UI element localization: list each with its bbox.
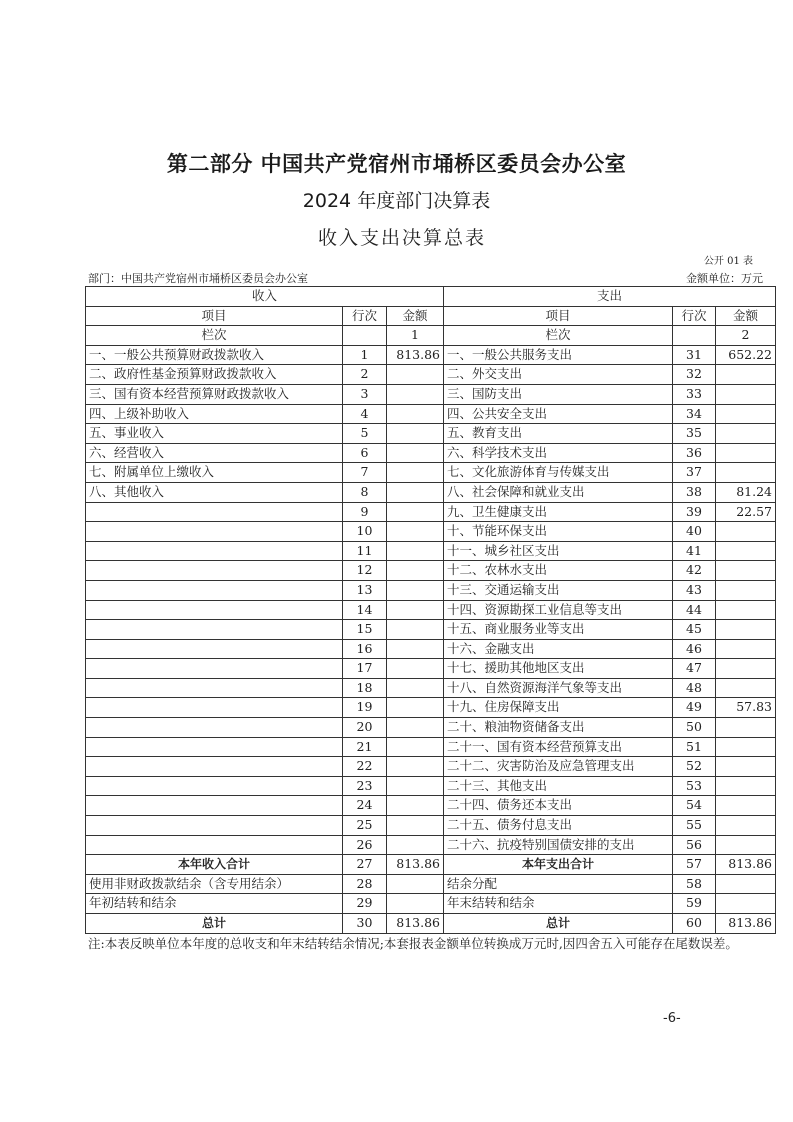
expenditure-amount [716,443,776,463]
table-row [86,561,776,581]
expenditure-row-no: 55 [673,816,716,836]
income-row-no: 23 [343,776,387,796]
table-row [86,698,776,718]
expenditure-row-no: 52 [673,757,716,777]
income-item [86,561,343,581]
expenditure-row-no: 59 [673,894,716,914]
income-row-no: 19 [343,698,387,718]
income-row-no: 29 [343,894,387,914]
income-item [86,718,343,738]
income-amount [387,894,444,914]
expenditure-amount [716,522,776,542]
income-item: 使用非财政拨款结余（含专用结余） [86,874,343,894]
table-row [86,639,776,659]
expenditure-row-no: 41 [673,541,716,561]
expenditure-row-no: 53 [673,776,716,796]
expenditure-amount [716,737,776,757]
expenditure-row-no: 44 [673,600,716,620]
expenditure-item: 五、教育支出 [444,424,673,444]
expenditure-amount [716,874,776,894]
expenditure-row-no: 35 [673,424,716,444]
income-row-no: 15 [343,620,387,640]
expenditure-row-no: 48 [673,678,716,698]
department-label: 部门：中国共产党宿州市埇桥区委员会办公室 [88,272,308,285]
table-row [86,894,776,914]
expenditure-amount [716,718,776,738]
income-item [86,678,343,698]
expenditure-amount [716,796,776,816]
expenditure-amount [716,639,776,659]
expenditure-item: 二十二、灾害防治及应急管理支出 [444,757,673,777]
document-title: 第二部分 中国共产党宿州市埇桥区委员会办公室 [166,152,627,176]
expenditure-amount [716,424,776,444]
expenditure-amount: 22.57 [716,502,776,522]
table-note: 注:本表反映单位本年度的总收支和年末结转结余情况;本套报表金额单位转换成万元时,因四舍五入可能存在尾数误差。 [88,936,738,951]
table-row [86,678,776,698]
income-item [86,502,343,522]
table-row [86,345,776,365]
table-row [86,502,776,522]
income-row-no: 11 [343,541,387,561]
table-row [86,874,776,894]
income-amount [387,443,444,463]
section-header-row [86,287,776,307]
income-row-no: 28 [343,874,387,894]
income-amount [387,541,444,561]
income-item [86,659,343,679]
income-row-no: 24 [343,796,387,816]
income-row-no: 17 [343,659,387,679]
expenditure-row-no: 51 [673,737,716,757]
income-row-no: 6 [343,443,387,463]
income-amount [387,874,444,894]
expenditure-row-no: 46 [673,639,716,659]
table-row [86,580,776,600]
expenditure-row-no: 39 [673,502,716,522]
expenditure-item: 二十三、其他支出 [444,776,673,796]
expenditure-item: 九、卫生健康支出 [444,502,673,522]
expenditure-item: 十三、交通运输支出 [444,580,673,600]
expenditure-row-no: 36 [673,443,716,463]
expenditure-amount [716,463,776,483]
expenditure-item: 结余分配 [444,874,673,894]
expenditure-row-no: 50 [673,718,716,738]
form-number: 公开 01 表 [703,256,753,267]
income-item: 四、上级补助收入 [86,404,343,424]
column-header-row [86,306,776,326]
table-row [86,816,776,836]
income-item: 年初结转和结余 [86,894,343,914]
income-row-no: 10 [343,522,387,542]
table-row [86,620,776,640]
empty-cell [673,326,716,346]
expenditure-amount: 813.86 [716,855,776,875]
income-amount [387,776,444,796]
income-row-no: 5 [343,424,387,444]
income-row-no: 9 [343,502,387,522]
expenditure-item: 二十、粮油物资储备支出 [444,718,673,738]
expenditure-amount [716,620,776,640]
expenditure-amount [716,561,776,581]
table-row [86,796,776,816]
income-row-no: 27 [343,855,387,875]
expenditure-row-no: 34 [673,404,716,424]
table-row [86,384,776,404]
income-amount [387,580,444,600]
expenditure-item: 七、文化旅游体育与传媒支出 [444,463,673,483]
income-column-number: 1 [387,326,444,346]
table-row [86,365,776,385]
income-amount: 813.86 [387,345,444,365]
expenditure-item: 十八、自然资源海洋气象等支出 [444,678,673,698]
total-row [86,914,776,934]
expenditure-item: 十四、资源勘探工业信息等支出 [444,600,673,620]
income-amount: 813.86 [387,855,444,875]
expenditure-amount [716,757,776,777]
expenditure-row-no-header: 行次 [673,306,716,326]
expenditure-amount-header: 金额 [716,306,776,326]
expenditure-row-no: 57 [673,855,716,875]
income-item: 总计 [86,914,343,934]
expenditure-amount [716,384,776,404]
table-row [86,659,776,679]
income-row-no: 4 [343,404,387,424]
expenditure-item: 十五、商业服务业等支出 [444,620,673,640]
expenditure-amount [716,835,776,855]
income-item [86,796,343,816]
table-row [86,482,776,502]
income-row-no: 2 [343,365,387,385]
expenditure-amount [716,894,776,914]
income-amount [387,463,444,483]
income-item [86,522,343,542]
expenditure-amount [716,365,776,385]
column-number-row [86,326,776,346]
expenditure-row-no: 54 [673,796,716,816]
subtotal-row [86,855,776,875]
income-row-no: 20 [343,718,387,738]
expenditure-amount [716,404,776,424]
expenditure-item: 二、外交支出 [444,365,673,385]
income-amount-header: 金额 [387,306,444,326]
expenditure-row-no: 60 [673,914,716,934]
expenditure-amount: 57.83 [716,698,776,718]
table-row [86,776,776,796]
expenditure-row-no: 43 [673,580,716,600]
income-item [86,757,343,777]
expenditure-item: 二十五、债务付息支出 [444,816,673,836]
expenditure-item: 一、一般公共服务支出 [444,345,673,365]
income-row-no: 18 [343,678,387,698]
income-row-no: 1 [343,345,387,365]
expenditure-item: 四、公共安全支出 [444,404,673,424]
income-row-no: 8 [343,482,387,502]
income-item: 本年收入合计 [86,855,343,875]
expenditure-row-no: 56 [673,835,716,855]
expenditure-item: 十九、住房保障支出 [444,698,673,718]
income-item: 一、一般公共预算财政拨款收入 [86,345,343,365]
expenditure-row-no: 38 [673,482,716,502]
income-item [86,580,343,600]
expenditure-item: 十、节能环保支出 [444,522,673,542]
income-item [86,776,343,796]
expenditure-amount [716,776,776,796]
income-row-no: 16 [343,639,387,659]
income-item: 八、其他收入 [86,482,343,502]
expenditure-item: 十一、城乡社区支出 [444,541,673,561]
expenditure-item: 三、国防支出 [444,384,673,404]
table-row [86,424,776,444]
expenditure-row-no: 31 [673,345,716,365]
table-row [86,757,776,777]
income-row-no: 14 [343,600,387,620]
expenditure-amount [716,678,776,698]
table-row [86,443,776,463]
expenditure-amount: 813.86 [716,914,776,934]
table-row [86,463,776,483]
table-row [86,600,776,620]
income-item [86,639,343,659]
expenditure-amount [716,659,776,679]
expenditure-item: 年末结转和结余 [444,894,673,914]
empty-cell [343,326,387,346]
income-amount [387,659,444,679]
table-title: 收入支出决算总表 [317,227,486,249]
income-row-no: 25 [343,816,387,836]
expenditure-item: 总计 [444,914,673,934]
expenditure-row-no: 32 [673,365,716,385]
income-amount [387,757,444,777]
income-amount [387,404,444,424]
income-row-no: 22 [343,757,387,777]
income-amount [387,678,444,698]
income-row-no: 30 [343,914,387,934]
expenditure-amount [716,600,776,620]
expenditure-item: 六、科学技术支出 [444,443,673,463]
expenditure-amount [716,816,776,836]
expenditure-item: 二十四、债务还本支出 [444,796,673,816]
expenditure-item: 十六、金融支出 [444,639,673,659]
expenditure-row-no: 45 [673,620,716,640]
expenditure-item: 八、社会保障和就业支出 [444,482,673,502]
expenditure-row-no: 47 [673,659,716,679]
income-amount [387,816,444,836]
expenditure-row-no: 58 [673,874,716,894]
expenditure-row-no: 33 [673,384,716,404]
income-row-no: 26 [343,835,387,855]
income-item: 六、经营收入 [86,443,343,463]
income-item [86,737,343,757]
table-row [86,404,776,424]
expenditure-item: 二十一、国有资本经营预算支出 [444,737,673,757]
income-amount [387,639,444,659]
income-amount [387,835,444,855]
income-item [86,541,343,561]
income-item [86,816,343,836]
income-row-no: 21 [343,737,387,757]
income-item [86,620,343,640]
income-item: 五、事业收入 [86,424,343,444]
expenditure-item: 二十六、抗疫特别国债安排的支出 [444,835,673,855]
expenditure-header: 支出 [444,287,776,307]
table-row [86,541,776,561]
income-amount [387,561,444,581]
table-row [86,835,776,855]
expenditure-row-no: 42 [673,561,716,581]
income-amount [387,365,444,385]
income-amount [387,620,444,640]
income-amount [387,600,444,620]
table-row [86,737,776,757]
unit-label: 金额单位：万元 [686,272,763,285]
expenditure-item: 本年支出合计 [444,855,673,875]
table-row [86,718,776,738]
income-amount [387,522,444,542]
income-item: 三、国有资本经营预算财政拨款收入 [86,384,343,404]
income-amount [387,502,444,522]
expenditure-row-no: 49 [673,698,716,718]
expenditure-amount: 652.22 [716,345,776,365]
income-row-no: 13 [343,580,387,600]
expenditure-row-no: 40 [673,522,716,542]
income-amount [387,698,444,718]
expenditure-amount: 81.24 [716,482,776,502]
income-item [86,698,343,718]
expenditure-item-header: 项目 [444,306,673,326]
income-row-no: 12 [343,561,387,581]
expenditure-row-no: 37 [673,463,716,483]
income-header: 收入 [86,287,444,307]
table-row [86,522,776,542]
income-row-no-header: 行次 [343,306,387,326]
expenditure-amount [716,580,776,600]
income-expenditure-table [85,286,776,934]
expenditure-column-label: 栏次 [444,326,673,346]
income-amount [387,424,444,444]
expenditure-column-number: 2 [716,326,776,346]
income-row-no: 7 [343,463,387,483]
income-item-header: 项目 [86,306,343,326]
expenditure-amount [716,541,776,561]
page-number: -6- [663,1011,681,1026]
income-amount [387,718,444,738]
income-item [86,835,343,855]
expenditure-item: 十七、援助其他地区支出 [444,659,673,679]
income-amount: 813.86 [387,914,444,934]
income-column-label: 栏次 [86,326,343,346]
income-amount [387,796,444,816]
income-item: 七、附属单位上缴收入 [86,463,343,483]
document-subtitle: 2024 年度部门决算表 [302,190,491,212]
income-item [86,600,343,620]
expenditure-item: 十二、农林水支出 [444,561,673,581]
income-amount [387,482,444,502]
income-row-no: 3 [343,384,387,404]
income-item: 二、政府性基金预算财政拨款收入 [86,365,343,385]
income-amount [387,737,444,757]
income-amount [387,384,444,404]
